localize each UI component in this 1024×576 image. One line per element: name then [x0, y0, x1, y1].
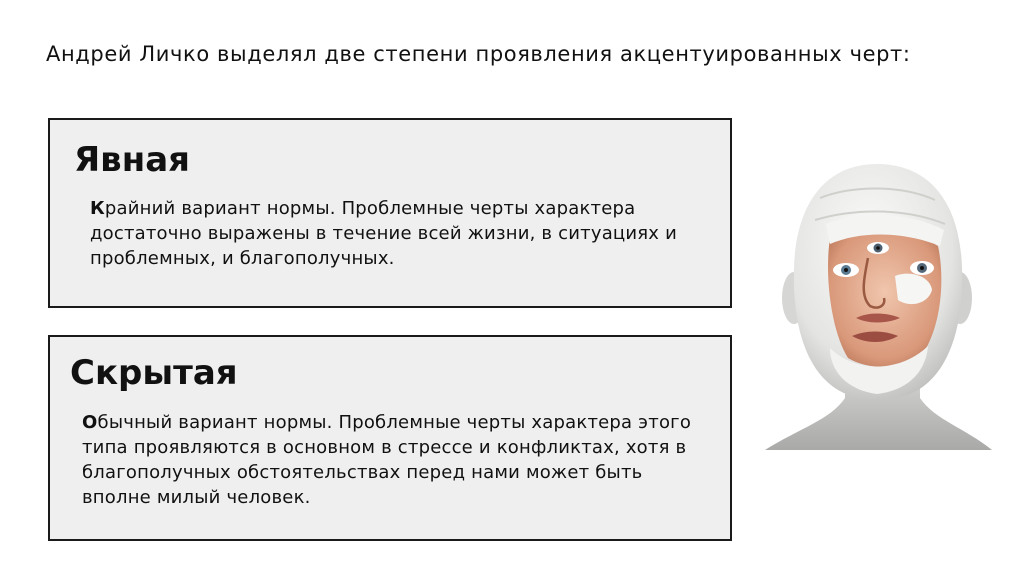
hidden-description	[82, 410, 702, 510]
explicit-body-text: райний вариант нормы. Проблемные черты характера достаточно выражены в течение всей жизни, в ситуациях и проблемных, и благополучных.	[90, 198, 677, 269]
hidden-first-letter: О	[82, 412, 98, 433]
hidden-body-text: бычный вариант нормы. Проблемные черты характера этого типа проявляются в основном в стрессе и конфликтах, хотя в благополучных обстоятельствах перед нами может быть вполне милый человек.	[82, 412, 692, 508]
distorted-face-illustration	[760, 158, 995, 458]
explicit-description	[90, 196, 690, 271]
explicit-card	[48, 118, 732, 308]
slide-title: Андрей Личко выделял две степени проявления акцентуированных черт:	[46, 42, 911, 66]
explicit-heading: Явная	[74, 140, 190, 180]
hidden-card	[48, 335, 732, 541]
explicit-first-letter: К	[90, 198, 105, 219]
hidden-heading: Скрытая	[70, 353, 238, 393]
